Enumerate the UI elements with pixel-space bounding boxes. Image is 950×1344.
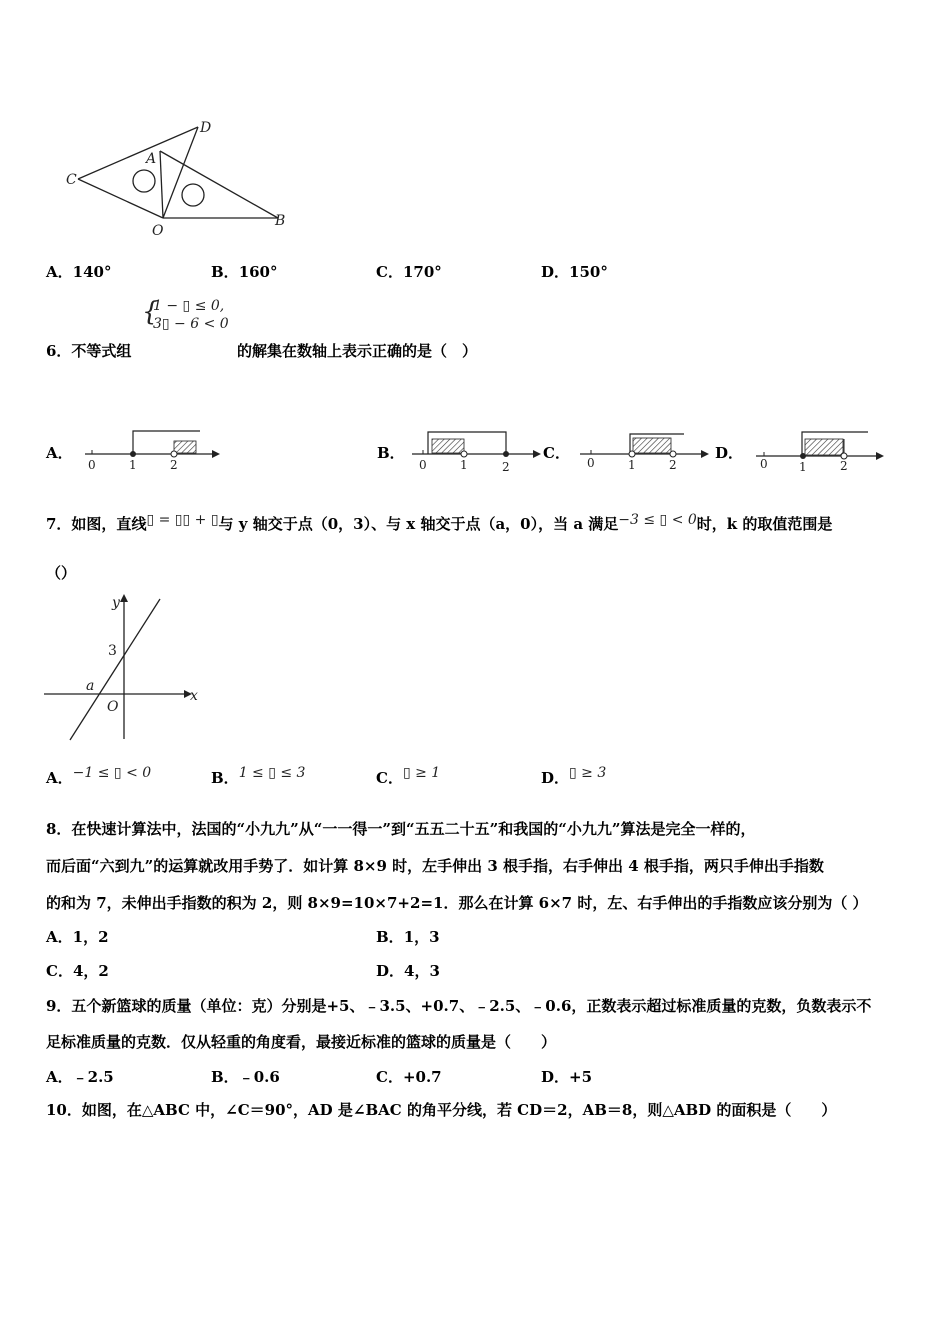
q7-label-3: 3 (108, 643, 117, 659)
q6-b-tick-2: 2 (502, 460, 510, 474)
q5-label-a: A (146, 151, 157, 167)
q7-label-x: x (190, 688, 198, 704)
q5-segment-od (163, 127, 198, 218)
q8-question-line3: 的和为 7，未伸出手指数的积为 2，则 8×9=10×7+2=1．那么在计算 6×7 时，左、右手伸出的手指数应该分别为（ ） (46, 894, 868, 912)
q7-label-y: y (112, 595, 120, 611)
q6-system-brace: { (142, 297, 159, 327)
q7-line (70, 599, 160, 740)
q6-c-tick-2: 2 (669, 458, 677, 472)
q6-a-tick-0: 0 (88, 458, 96, 472)
q8-option-a: A．1，2 (46, 928, 109, 946)
q7-option-d: D．▯ ≥ 3 (541, 765, 607, 787)
q6-numberline-d (752, 424, 892, 474)
q9-option-c: C．+0.7 (376, 1068, 442, 1086)
q5-option-c: C．170° (376, 263, 442, 281)
q6-system-line2: 3▯ − 6 < 0 (153, 316, 229, 332)
q6-b-tick-1: 1 (460, 458, 468, 472)
q5-label-c: C (66, 172, 77, 188)
q5-label-b: B (275, 213, 286, 229)
q5-segment-ab (160, 151, 278, 218)
q9-question-line1: 9．五个新篮球的质量（单位：克）分别是+5、﹣3.5、+0.7、﹣2.5、﹣0.6，正数表示超过标准质量的克数，负数表示不 (46, 997, 872, 1015)
q6-d-tick-2: 2 (840, 459, 848, 473)
q6-numberline-a (80, 424, 220, 474)
q10-question-line1: 10．如图，在△ABC 中，∠C＝90°，AD 是∠BAC 的角平分线，若 CD＝2，AB＝8，则△ABD 的面积是（ ） (46, 1101, 837, 1119)
q7-option-c: C．▯ ≥ 1 (376, 765, 441, 787)
q5-option-a: A．140° (46, 263, 112, 281)
q5-option-b: B．160° (211, 263, 278, 281)
q7-option-a: A．−1 ≤ ▯ < 0 (46, 765, 152, 787)
q6-b-tick-0: 0 (419, 458, 427, 472)
q5-angle-circle-right (182, 184, 204, 206)
q6-c-tick-0: 0 (587, 456, 595, 470)
q5-triangle-figure (60, 115, 300, 240)
q9-option-a: A．﹣2.5 (46, 1068, 114, 1086)
q5-segment-co (78, 179, 163, 218)
q7-label-o: O (107, 699, 119, 715)
q6-numberline-b (408, 424, 548, 474)
q9-option-d: D．+5 (541, 1068, 593, 1086)
q7-graph-figure (40, 594, 210, 744)
q9-question-line2: 足标准质量的克数．仅从轻重的角度看，最接近标准的篮球的质量是（ ） (46, 1033, 557, 1051)
q8-option-d: D．4，3 (376, 962, 440, 980)
q7-equation: ▯ = ▯▯ + ▯ (146, 512, 219, 528)
q6-question-prefix: 6．不等式组 (46, 342, 132, 360)
q6-option-d-letter: D． (715, 444, 744, 462)
q7-question-line1: 7．如图，直线▯ = ▯▯ + ▯与 y 轴交于点（0，3）、与 x 轴交于点（a，0），当 a 满足−3 ≤ ▯ < 0时，k 的取值范围是 (46, 512, 833, 533)
q5-option-d: D．150° (541, 263, 608, 281)
q7-question-line2: （） (46, 564, 77, 582)
q8-question-line1: 8．在快速计算法中，法国的“小九九”从“一一得一”到“五五二十五”和我国的“小九九”算法是完全一样的， (46, 820, 756, 838)
q6-option-b-letter: B． (377, 444, 405, 462)
q6-d-tick-1: 1 (799, 460, 807, 474)
q8-option-b: B．1，3 (376, 928, 440, 946)
q7-label-a: a (86, 678, 95, 694)
q6-numberline-c (576, 424, 716, 474)
q7-condition: −3 ≤ ▯ < 0 (618, 512, 697, 528)
q6-a-tick-1: 1 (129, 458, 137, 472)
q5-label-d: D (200, 120, 212, 136)
q6-option-c-letter: C． (543, 444, 570, 462)
q8-option-c: C．4，2 (46, 962, 109, 980)
q8-question-line2: 而后面“六到九”的运算就改用手势了．如计算 8×9 时，左手伸出 3 根手指，右手伸出 4 根手指，两只手伸出手指数 (46, 857, 824, 875)
q6-a-tick-2: 2 (170, 458, 178, 472)
q6-c-tick-1: 1 (628, 458, 636, 472)
q5-angle-circle-left (133, 170, 155, 192)
q6-d-tick-0: 0 (760, 457, 768, 471)
q6-question-suffix: 的解集在数轴上表示正确的是（ ） (237, 342, 478, 360)
q6-system-line1: 1 − ▯ ≤ 0, (153, 298, 225, 314)
q5-segment-ao (160, 151, 163, 218)
q7-option-b: B．1 ≤ ▯ ≤ 3 (211, 765, 306, 787)
q5-label-o: O (152, 223, 164, 239)
q6-option-a-letter: A． (46, 444, 73, 462)
q9-option-b: B．﹣0.6 (211, 1068, 280, 1086)
